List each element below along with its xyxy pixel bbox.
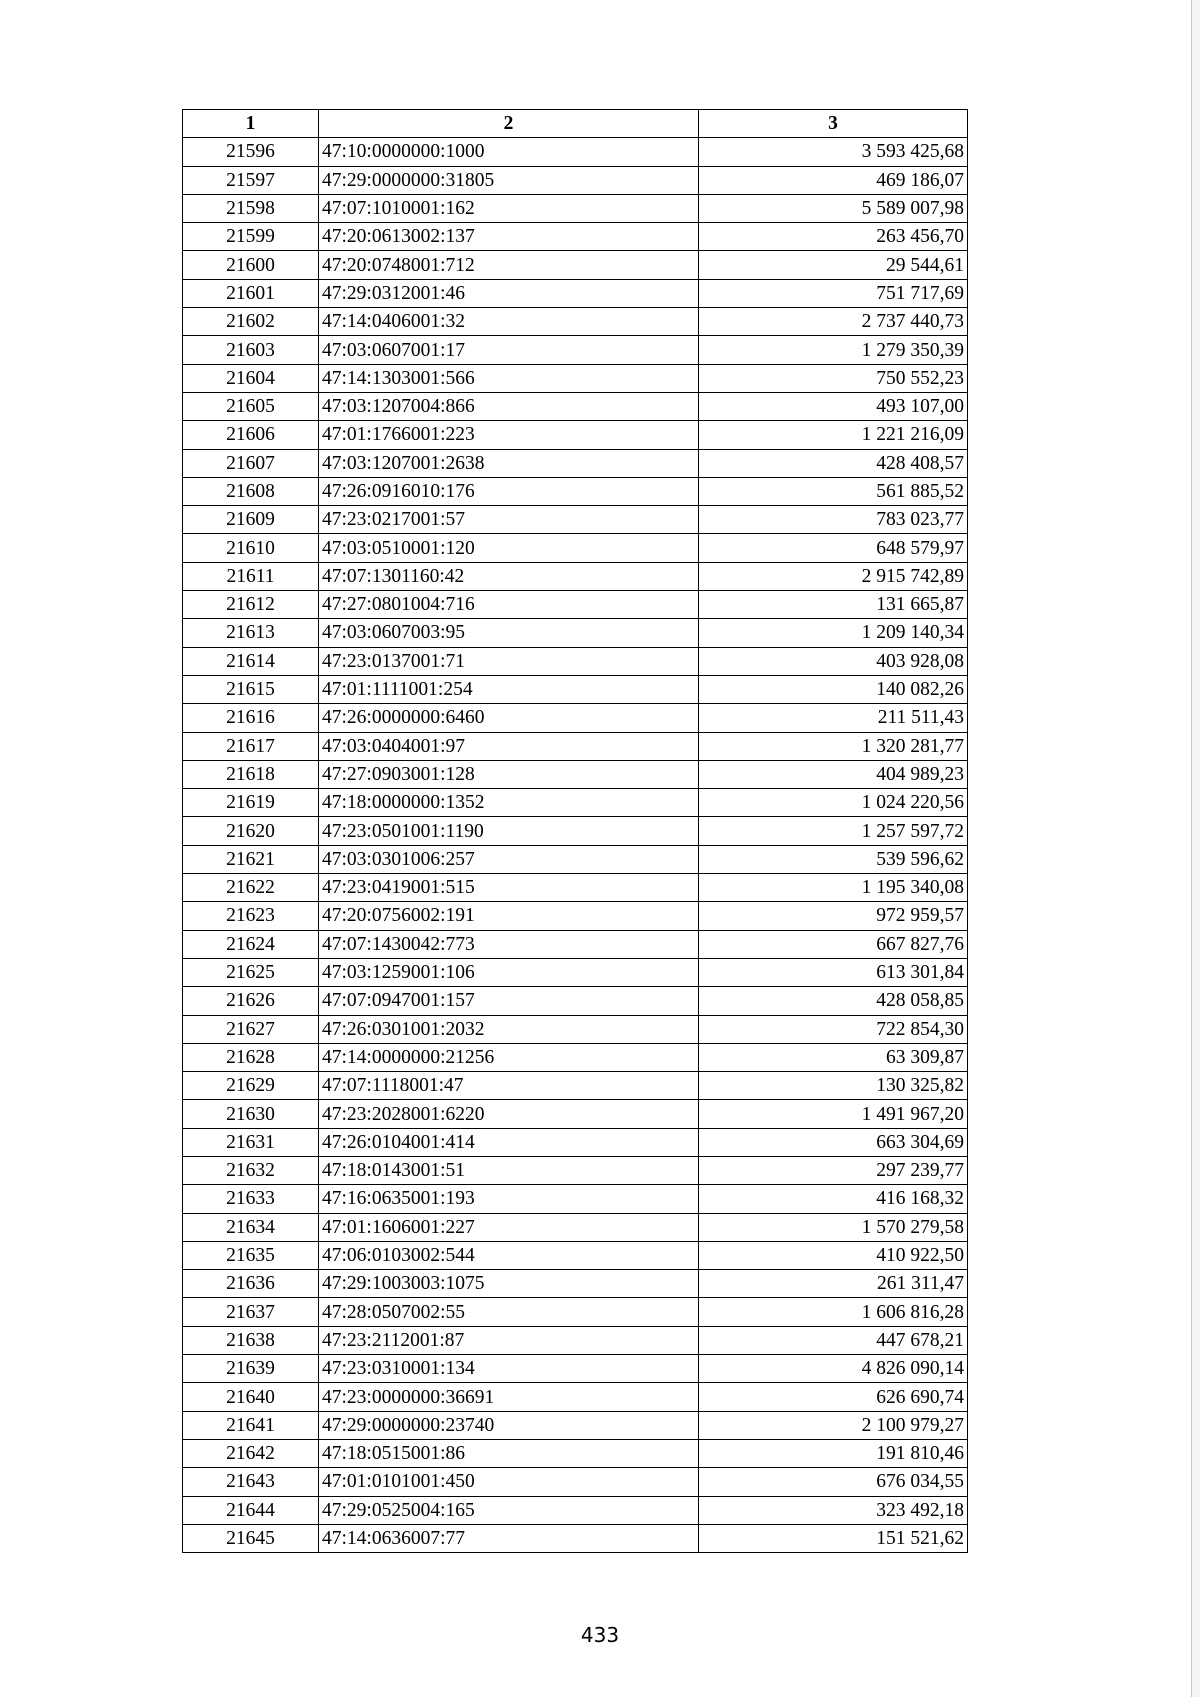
value-cell: 416 168,32 [699,1185,968,1213]
table-row [183,591,968,619]
cadastral-number-cell: 47:27:0801004:716 [319,591,699,619]
column-header-2: 2 [319,110,699,138]
cadastral-number-cell: 47:01:1606001:227 [319,1213,699,1241]
value-cell: 1 024 220,56 [699,789,968,817]
table-row [183,817,968,845]
cadastral-number-cell: 47:20:0748001:712 [319,251,699,279]
cadastral-number-cell: 47:14:0406001:32 [319,308,699,336]
value-cell: 263 456,70 [699,223,968,251]
table-row [183,364,968,392]
table-row [183,704,968,732]
column-header-3: 3 [699,110,968,138]
value-cell: 151 521,62 [699,1524,968,1552]
cadastral-number-cell: 47:29:0000000:23740 [319,1411,699,1439]
table-row [183,1383,968,1411]
value-cell: 1 209 140,34 [699,619,968,647]
row-number-cell: 21601 [183,279,319,307]
row-number-cell: 21618 [183,760,319,788]
row-number-cell: 21619 [183,789,319,817]
value-cell: 1 279 350,39 [699,336,968,364]
table-row [183,1496,968,1524]
value-cell: 1 606 816,28 [699,1298,968,1326]
cadastral-number-cell: 47:03:0607001:17 [319,336,699,364]
cadastral-number-cell: 47:01:0101001:450 [319,1468,699,1496]
value-cell: 648 579,97 [699,534,968,562]
cadastral-number-cell: 47:27:0903001:128 [319,760,699,788]
table-row [183,251,968,279]
value-cell: 2 100 979,27 [699,1411,968,1439]
row-number-cell: 21621 [183,845,319,873]
row-number-cell: 21620 [183,817,319,845]
table-row [183,1015,968,1043]
row-number-cell: 21614 [183,647,319,675]
value-cell: 261 311,47 [699,1270,968,1298]
cadastral-number-cell: 47:03:0404001:97 [319,732,699,760]
value-cell: 613 301,84 [699,958,968,986]
row-number-cell: 21626 [183,987,319,1015]
value-cell: 972 959,57 [699,902,968,930]
cadastral-number-cell: 47:03:1207004:866 [319,392,699,420]
cadastral-number-cell: 47:01:1766001:223 [319,421,699,449]
row-number-cell: 21598 [183,194,319,222]
table-row [183,477,968,505]
cadastral-number-cell: 47:03:0301006:257 [319,845,699,873]
cadastral-number-cell: 47:29:0525004:165 [319,1496,699,1524]
value-cell: 140 082,26 [699,675,968,703]
table-row [183,166,968,194]
row-number-cell: 21604 [183,364,319,392]
row-number-cell: 21603 [183,336,319,364]
row-number-cell: 21629 [183,1072,319,1100]
row-number-cell: 21632 [183,1156,319,1184]
cadastral-number-cell: 47:26:0104001:414 [319,1128,699,1156]
cadastral-number-cell: 47:03:0510001:120 [319,534,699,562]
row-number-cell: 21625 [183,958,319,986]
table-row [183,1270,968,1298]
row-number-cell: 21617 [183,732,319,760]
row-number-cell: 21600 [183,251,319,279]
value-cell: 1 320 281,77 [699,732,968,760]
table-row [183,138,968,166]
table-row [183,1468,968,1496]
cadastral-number-cell: 47:18:0000000:1352 [319,789,699,817]
row-number-cell: 21635 [183,1241,319,1269]
value-cell: 1 221 216,09 [699,421,968,449]
value-cell: 1 195 340,08 [699,874,968,902]
cadastral-number-cell: 47:16:0635001:193 [319,1185,699,1213]
table-row [183,987,968,1015]
row-number-cell: 21630 [183,1100,319,1128]
cadastral-number-cell: 47:23:0501001:1190 [319,817,699,845]
value-cell: 5 589 007,98 [699,194,968,222]
cadastral-number-cell: 47:23:0419001:515 [319,874,699,902]
table-row [183,279,968,307]
table-row [183,1298,968,1326]
value-cell: 428 408,57 [699,449,968,477]
cadastral-number-cell: 47:01:1111001:254 [319,675,699,703]
cadastral-number-cell: 47:03:1259001:106 [319,958,699,986]
table-row [183,194,968,222]
value-cell: 722 854,30 [699,1015,968,1043]
value-cell: 403 928,08 [699,647,968,675]
value-cell: 469 186,07 [699,166,968,194]
cadastral-number-cell: 47:26:0916010:176 [319,477,699,505]
row-number-cell: 21645 [183,1524,319,1552]
cadastral-number-cell: 47:23:0310001:134 [319,1355,699,1383]
value-cell: 297 239,77 [699,1156,968,1184]
table-row [183,1326,968,1354]
row-number-cell: 21636 [183,1270,319,1298]
value-cell: 447 678,21 [699,1326,968,1354]
column-header-1: 1 [183,110,319,138]
table-row [183,874,968,902]
table-row [183,902,968,930]
row-number-cell: 21637 [183,1298,319,1326]
cadastral-number-cell: 47:20:0613002:137 [319,223,699,251]
row-number-cell: 21612 [183,591,319,619]
row-number-cell: 21628 [183,1043,319,1071]
cadastral-number-cell: 47:29:1003003:1075 [319,1270,699,1298]
cadastral-number-cell: 47:18:0143001:51 [319,1156,699,1184]
table-row [183,845,968,873]
cadastral-number-cell: 47:23:2112001:87 [319,1326,699,1354]
cadastral-number-cell: 47:03:1207001:2638 [319,449,699,477]
cadastral-number-cell: 47:18:0515001:86 [319,1439,699,1467]
value-cell: 539 596,62 [699,845,968,873]
value-cell: 493 107,00 [699,392,968,420]
row-number-cell: 21638 [183,1326,319,1354]
row-number-cell: 21641 [183,1411,319,1439]
table-row [183,223,968,251]
cadastral-number-cell: 47:14:0000000:21256 [319,1043,699,1071]
table-row [183,1241,968,1269]
table-row [183,1128,968,1156]
table-row [183,1411,968,1439]
table-row [183,958,968,986]
row-number-cell: 21596 [183,138,319,166]
value-cell: 404 989,23 [699,760,968,788]
table-row [183,760,968,788]
cadastral-number-cell: 47:07:0947001:157 [319,987,699,1015]
row-number-cell: 21642 [183,1439,319,1467]
cadastral-number-cell: 47:29:0312001:46 [319,279,699,307]
row-number-cell: 21627 [183,1015,319,1043]
table-row [183,1043,968,1071]
cadastral-number-cell: 47:28:0507002:55 [319,1298,699,1326]
value-cell: 3 593 425,68 [699,138,968,166]
value-cell: 1 570 279,58 [699,1213,968,1241]
row-number-cell: 21613 [183,619,319,647]
value-cell: 1 257 597,72 [699,817,968,845]
value-cell: 676 034,55 [699,1468,968,1496]
page-number: 433 [580,1623,620,1647]
table-row [183,1524,968,1552]
table-row [183,506,968,534]
cadastral-number-cell: 47:10:0000000:1000 [319,138,699,166]
table-row [183,1185,968,1213]
cadastral-number-cell: 47:07:1301160:42 [319,562,699,590]
row-number-cell: 21643 [183,1468,319,1496]
table-row [183,336,968,364]
table-row [183,1439,968,1467]
table-row [183,647,968,675]
table-row [183,789,968,817]
table-row [183,308,968,336]
row-number-cell: 21599 [183,223,319,251]
cadastral-number-cell: 47:23:0137001:71 [319,647,699,675]
cadastral-number-cell: 47:07:1118001:47 [319,1072,699,1100]
row-number-cell: 21634 [183,1213,319,1241]
value-cell: 750 552,23 [699,364,968,392]
row-number-cell: 21602 [183,308,319,336]
value-cell: 561 885,52 [699,477,968,505]
value-cell: 428 058,85 [699,987,968,1015]
value-cell: 2 915 742,89 [699,562,968,590]
value-cell: 211 511,43 [699,704,968,732]
data-table [182,109,968,1553]
page-right-edge [1191,0,1200,1697]
cadastral-number-cell: 47:26:0000000:6460 [319,704,699,732]
cadastral-number-cell: 47:07:1430042:773 [319,930,699,958]
table-header-row [183,110,968,138]
table-row [183,1355,968,1383]
value-cell: 130 325,82 [699,1072,968,1100]
cadastral-number-cell: 47:23:2028001:6220 [319,1100,699,1128]
row-number-cell: 21639 [183,1355,319,1383]
cadastral-number-cell: 47:20:0756002:191 [319,902,699,930]
row-number-cell: 21624 [183,930,319,958]
table-row [183,1156,968,1184]
cadastral-number-cell: 47:23:0217001:57 [319,506,699,534]
row-number-cell: 21640 [183,1383,319,1411]
row-number-cell: 21633 [183,1185,319,1213]
value-cell: 4 826 090,14 [699,1355,968,1383]
value-cell: 323 492,18 [699,1496,968,1524]
row-number-cell: 21610 [183,534,319,562]
table-row [183,732,968,760]
value-cell: 1 491 967,20 [699,1100,968,1128]
table-row [183,392,968,420]
row-number-cell: 21611 [183,562,319,590]
cadastral-number-cell: 47:14:0636007:77 [319,1524,699,1552]
row-number-cell: 21631 [183,1128,319,1156]
value-cell: 667 827,76 [699,930,968,958]
table-row [183,1213,968,1241]
table-row [183,619,968,647]
table-row [183,1100,968,1128]
value-cell: 626 690,74 [699,1383,968,1411]
value-cell: 751 717,69 [699,279,968,307]
table-row [183,930,968,958]
value-cell: 783 023,77 [699,506,968,534]
table-row [183,449,968,477]
value-cell: 29 544,61 [699,251,968,279]
table-row [183,675,968,703]
row-number-cell: 21608 [183,477,319,505]
row-number-cell: 21615 [183,675,319,703]
row-number-cell: 21616 [183,704,319,732]
cadastral-number-cell: 47:07:1010001:162 [319,194,699,222]
row-number-cell: 21644 [183,1496,319,1524]
row-number-cell: 21609 [183,506,319,534]
value-cell: 410 922,50 [699,1241,968,1269]
cadastral-number-cell: 47:14:1303001:566 [319,364,699,392]
value-cell: 2 737 440,73 [699,308,968,336]
value-cell: 131 665,87 [699,591,968,619]
cadastral-number-cell: 47:29:0000000:31805 [319,166,699,194]
cadastral-number-cell: 47:06:0103002:544 [319,1241,699,1269]
row-number-cell: 21597 [183,166,319,194]
row-number-cell: 21623 [183,902,319,930]
value-cell: 63 309,87 [699,1043,968,1071]
table-row [183,1072,968,1100]
cadastral-number-cell: 47:26:0301001:2032 [319,1015,699,1043]
table-body [183,138,968,1553]
row-number-cell: 21622 [183,874,319,902]
table-row [183,534,968,562]
value-cell: 191 810,46 [699,1439,968,1467]
table-row [183,562,968,590]
table-row [183,421,968,449]
cadastral-number-cell: 47:03:0607003:95 [319,619,699,647]
row-number-cell: 21607 [183,449,319,477]
row-number-cell: 21606 [183,421,319,449]
value-cell: 663 304,69 [699,1128,968,1156]
cadastral-number-cell: 47:23:0000000:36691 [319,1383,699,1411]
row-number-cell: 21605 [183,392,319,420]
